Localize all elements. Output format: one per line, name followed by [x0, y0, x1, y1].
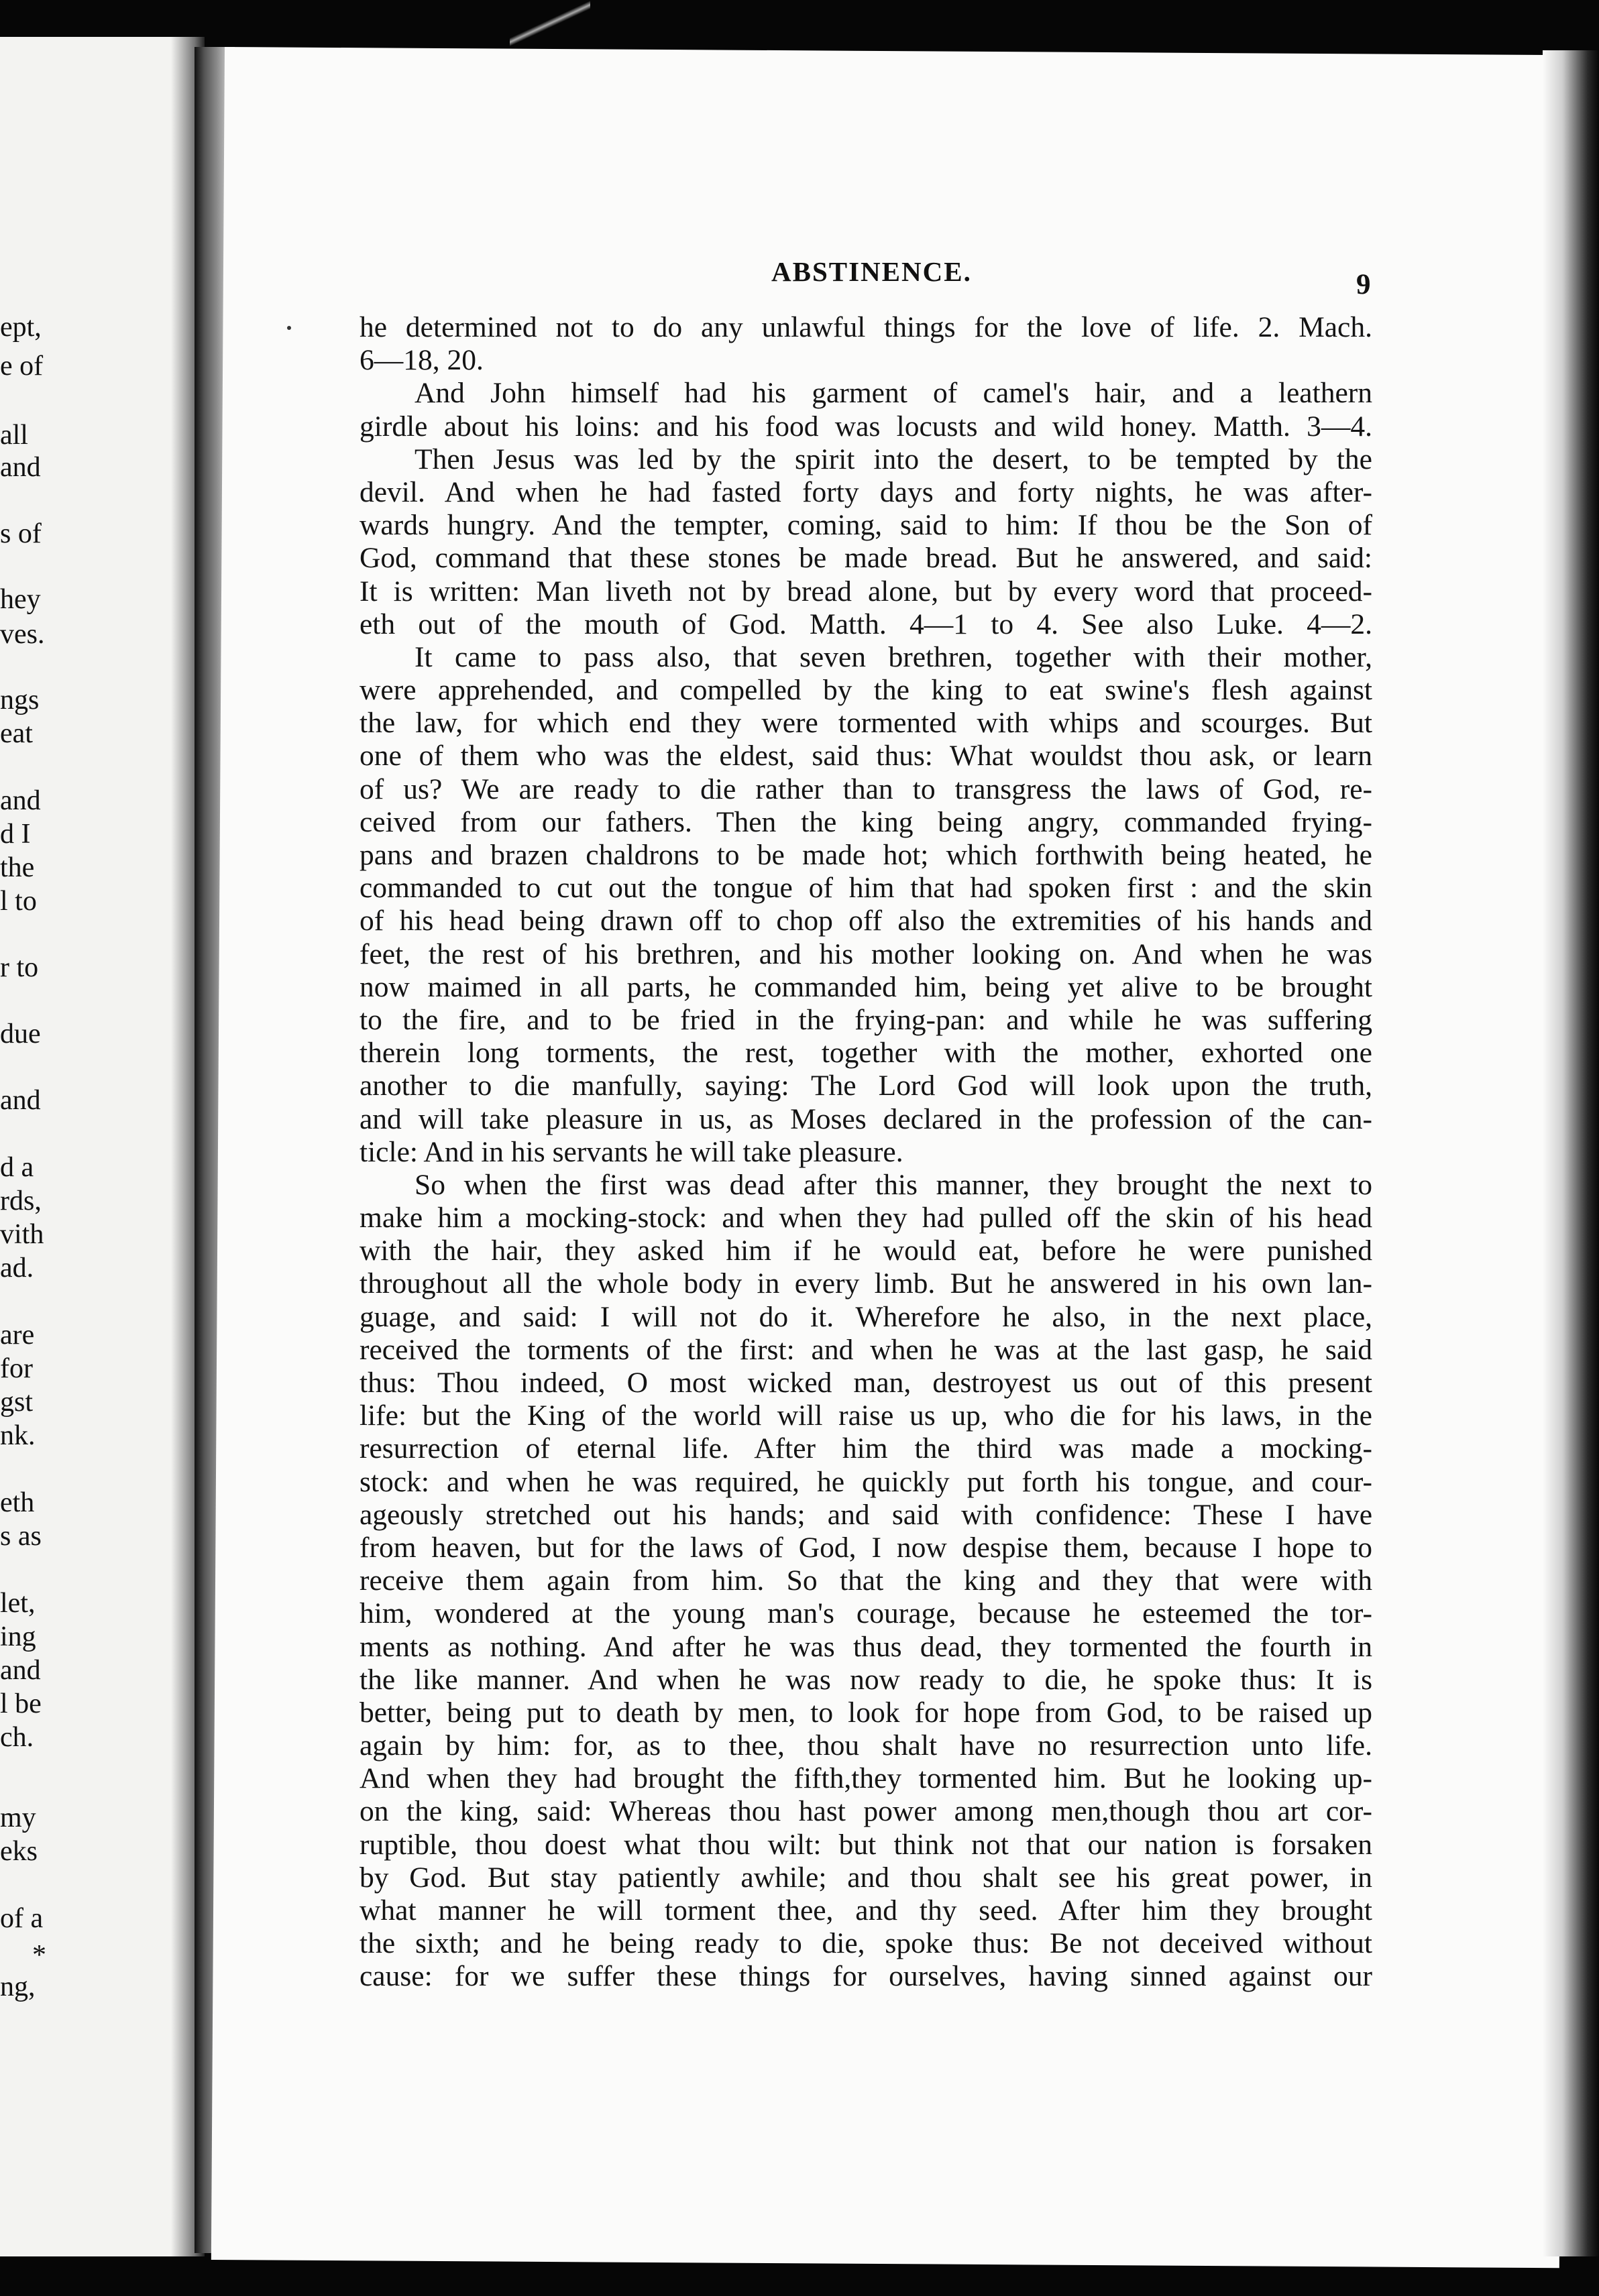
text-line: 6—18, 20.: [360, 344, 484, 377]
text-line: ageously stretched out his hands; and said with confidence: These I have: [360, 1498, 1372, 1531]
text-line: he determined not to do any unlawful things for the love of life. 2. Mach.: [360, 311, 1372, 343]
text-line: again by him: for, as to thee, thou shalt have no resurrection unto life.: [360, 1729, 1372, 1762]
left-fragment: eat: [0, 718, 33, 749]
left-fragment: gst: [0, 1387, 34, 1418]
text-line: life: but the King of the world will raise us up, who die for his laws, in the: [360, 1399, 1372, 1432]
left-fragment: l be: [0, 1688, 42, 1719]
text-line: the law, for which end they were tormented with whips and scourges. But: [360, 707, 1372, 740]
text-line: with the hair, they asked him if he would eat, before he were punished: [360, 1235, 1372, 1267]
text-line: and will take pleasure in us, as Moses declared in the profession of the can-: [360, 1102, 1372, 1135]
left-fragment: nk.: [0, 1420, 36, 1451]
running-head: ABSTINENCE.: [771, 256, 972, 287]
left-fragment: s as: [0, 1521, 42, 1552]
text-line: another to die manfully, saying: The Lord God will look upon the truth,: [360, 1070, 1372, 1102]
text-line: So when the first was dead after this manner, they brought the next to: [415, 1168, 1372, 1201]
left-fragment: ing: [0, 1621, 36, 1652]
body-text: [360, 311, 1372, 1994]
text-line: resurrection of eternal life. After him the third was made a mocking-: [360, 1432, 1372, 1465]
left-fragment: for: [0, 1353, 33, 1384]
left-fragment: and: [0, 1655, 41, 1686]
text-line: ments as nothing. And after he was thus dead, they tormented the fourth in: [360, 1630, 1372, 1663]
text-line: cause: for we suffer these things for ourselves, having sinned against our: [360, 1960, 1372, 1993]
left-fragment: ves.: [0, 619, 45, 650]
left-page-text-fragments: [0, 0, 201, 2296]
text-line: therein long torments, the rest, together with the mother, exhorted one: [360, 1037, 1372, 1070]
text-line: what manner he will torment thee, and thy seed. After him they brought: [360, 1894, 1372, 1927]
text-line: received the torments of the first: and when he was at the last gasp, he said: [360, 1333, 1372, 1366]
text-line: on the king, said: Whereas thou hast power among men,though thou art cor-: [360, 1795, 1372, 1828]
left-fragment: and: [0, 785, 41, 816]
text-line: feet, the rest of his brethren, and his mother looking on. And when he was: [360, 937, 1372, 970]
text-line: ceived from our fathers. Then the king being angry, commanded frying-: [360, 805, 1372, 838]
text-line: him, wondered at the young man's courage, because he esteemed the tor-: [360, 1597, 1372, 1630]
left-fragment: rds,: [0, 1186, 42, 1216]
text-line: of us? We are ready to die rather than to transgress the laws of God, re-: [360, 772, 1372, 805]
left-fragment: s of: [0, 518, 42, 549]
text-line: Then Jesus was led by the spirit into the desert, to be tempted by the: [415, 443, 1372, 475]
left-fragment: *: [32, 1940, 46, 1971]
text-line: of his head being drawn off to chop off also the extremities of his hands and: [360, 905, 1372, 937]
binding-crease-mark: [510, 0, 590, 47]
text-line: better, being put to death by men, to look for hope from God, to be raised up: [360, 1696, 1372, 1729]
text-line: devil. And when he had fasted forty days and forty nights, he was after-: [360, 475, 1372, 508]
left-fragment: due: [0, 1019, 41, 1049]
left-fragment: r to: [0, 952, 39, 983]
text-line: ticle: And in his servants he will take pleasure.: [360, 1135, 903, 1168]
left-fragment: the: [0, 852, 35, 883]
text-line: God, command that these stones be made bread. But he answered, and said:: [360, 542, 1372, 575]
text-line: stock: and when he was required, he quickly put forth his tongue, and cour-: [360, 1465, 1372, 1498]
text-line: the sixth; and he being ready to die, spoke thus: Be not deceived without: [360, 1927, 1372, 1960]
left-fragment: ngs: [0, 685, 40, 715]
text-line: pans and brazen chaldrons to be made hot; which forthwith being heated, he: [360, 839, 1372, 871]
right-page-edge-shadow: [1543, 50, 1599, 2256]
text-line: And John himself had his garment of camel's hair, and a leathern: [415, 377, 1372, 410]
left-fragment: are: [0, 1320, 35, 1351]
text-line: the like manner. And when he was now ready to die, he spoke thus: It is: [360, 1663, 1372, 1696]
left-fragment: d I: [0, 819, 31, 850]
text-line: guage, and said: I will not do it. Wherefore he also, in the next place,: [360, 1300, 1372, 1333]
text-line: to the fire, and to be fried in the frying-pan: and while he was suffering: [360, 1003, 1372, 1036]
left-fragment: my: [0, 1802, 36, 1833]
text-line: by God. But stay patiently awhile; and thou shalt see his great power, in: [360, 1861, 1372, 1894]
left-fragment: eks: [0, 1836, 38, 1867]
page-number: 9: [1356, 269, 1371, 300]
text-line: It is written: Man liveth not by bread alone, but by every word that proceed-: [360, 575, 1372, 608]
left-fragment: l to: [0, 886, 37, 917]
left-fragment: vith: [0, 1219, 44, 1250]
text-line: It came to pass also, that seven brethren, together with their mother,: [415, 640, 1372, 673]
left-fragment: ch.: [0, 1722, 34, 1753]
left-fragment: ad.: [0, 1253, 34, 1283]
text-line: thus: Thou indeed, O most wicked man, destroyest us out of this present: [360, 1367, 1372, 1399]
left-fragment: ept,: [0, 312, 42, 343]
left-fragment: hey: [0, 584, 41, 615]
left-fragment: of a: [0, 1903, 44, 1934]
text-line: from heaven, but for the laws of God, I now despise them, because I hope to: [360, 1531, 1372, 1564]
left-fragment: ng,: [0, 1971, 36, 2002]
text-line: now maimed in all parts, he commanded him, being yet alive to be brought: [360, 970, 1372, 1003]
text-line: throughout all the whole body in every limb. But he answered in his own lan-: [360, 1267, 1372, 1300]
left-fragment: let,: [0, 1588, 36, 1619]
text-line: make him a mocking-stock: and when they had pulled off the skin of his head: [360, 1202, 1372, 1235]
text-line: were apprehended, and compelled by the king to eat swine's flesh against: [360, 674, 1372, 707]
text-line: receive them again from him. So that the king and they that were with: [360, 1564, 1372, 1597]
left-fragment: e of: [0, 351, 44, 382]
left-fragment: eth: [0, 1487, 35, 1518]
text-line: one of them who was the eldest, said thus: What wouldst thou ask, or learn: [360, 740, 1372, 772]
text-line: wards hungry. And the tempter, coming, said to him: If thou be the Son of: [360, 509, 1372, 542]
text-line: eth out of the mouth of God. Matth. 4—1 to 4. See also Luke. 4—2.: [360, 608, 1372, 640]
text-line: commanded to cut out the tongue of him that had spoken first : and the skin: [360, 872, 1372, 905]
left-fragment: all: [0, 420, 28, 451]
stray-ink-dot: [287, 326, 291, 330]
left-fragment: and: [0, 452, 41, 483]
text-line: girdle about his loins: and his food was locusts and wild honey. Matth. 3—4.: [360, 410, 1372, 443]
left-fragment: d a: [0, 1152, 34, 1183]
text-line: And when they had brought the fifth,they tormented him. But he looking up-: [360, 1762, 1372, 1795]
left-fragment: and: [0, 1085, 41, 1116]
text-line: ruptible, thou doest what thou wilt: but think not that our nation is forsaken: [360, 1828, 1372, 1861]
